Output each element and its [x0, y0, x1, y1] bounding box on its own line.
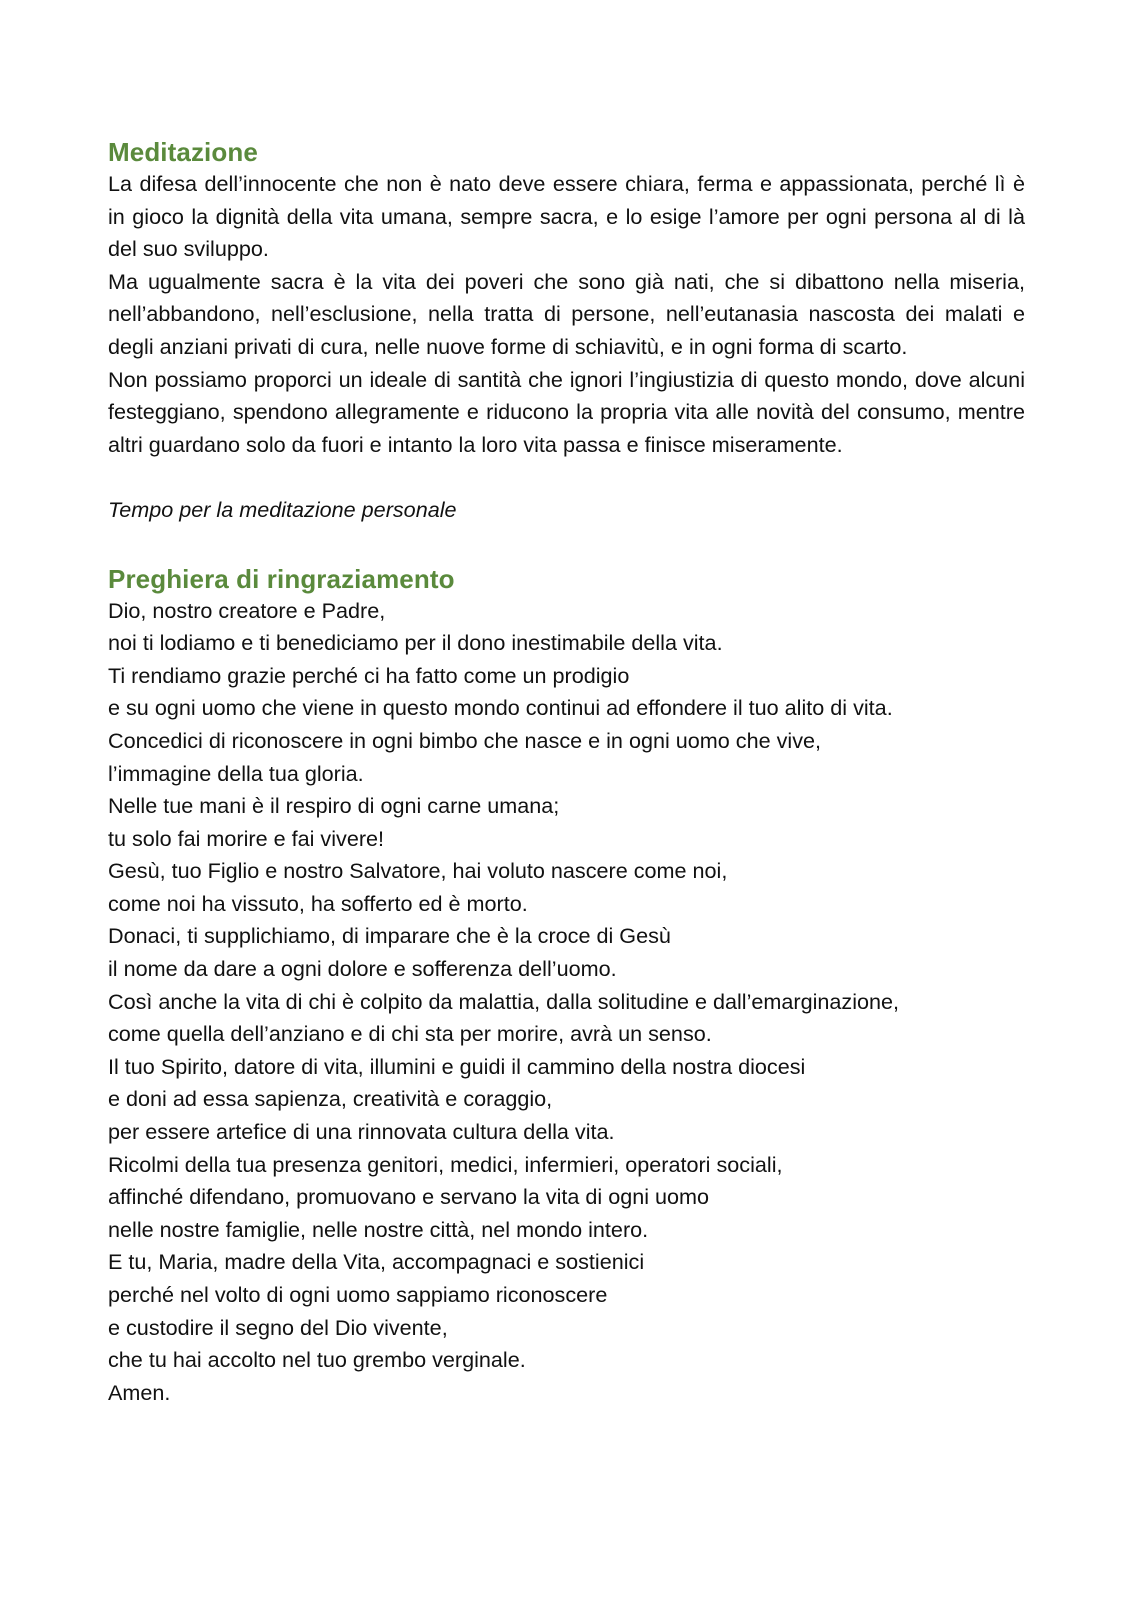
prayer-line: come quella dell’anziano e di chi sta per morire, avrà un senso.	[108, 1021, 712, 1047]
prayer-line: E tu, Maria, madre della Vita, accompagnaci e sostienici	[108, 1249, 645, 1275]
prayer-line: perché nel volto di ogni uomo sappiamo riconoscere	[108, 1282, 608, 1307]
prayer-line: nelle nostre famiglie, nelle nostre città, nel mondo intero.	[108, 1216, 649, 1242]
prayer-heading: Preghiera di ringraziamento	[108, 563, 455, 594]
prayer-line: noi ti lodiamo e ti benediciamo per il dono inestimabile della vita.	[108, 630, 723, 656]
prayer-line: il nome da dare a ogni dolore e sofferenza dell’uomo.	[108, 956, 617, 982]
prayer-line: Concedici di riconoscere in ogni bimbo che nasce e in ogni uomo che vive,	[108, 727, 821, 753]
prayer-line: Così anche la vita di chi è colpito da malattia, dalla solitudine e dall’emarginazione,	[108, 988, 900, 1014]
prayer-line: per essere artefice di una rinnovata cultura della vita.	[108, 1119, 615, 1145]
document-page	[108, 136, 1025, 1409]
meditation-paragraph-1: La difesa dell’innocente che non è nato deve essere chiara, ferma e appassionata, perché lì è in gioco la dignità della vita umana, sempre sacra, e lo esige l’amore per ogni persona al di là del suo sviluppo.	[108, 171, 1025, 262]
prayer-line: l’immagine della tua gloria.	[108, 760, 364, 786]
meditation-heading: Meditazione	[108, 137, 258, 167]
prayer-line: e custodire il segno del Dio vivente,	[108, 1314, 448, 1340]
prayer-line: Nelle tue mani è il respiro di ogni carne umana;	[108, 793, 560, 819]
prayer-line: Donaci, ti supplichiamo, di imparare che è la croce di Gesù	[108, 923, 671, 949]
prayer-line: tu solo fai morire e fai vivere!	[108, 825, 385, 851]
prayer-line: Il tuo Spirito, datore di vita, illumini e guidi il cammino della nostra diocesi	[108, 1053, 806, 1079]
meditation-body	[108, 168, 1025, 461]
prayer-body	[108, 595, 1025, 1410]
prayer-line: come noi ha vissuto, ha sofferto ed è morto.	[108, 890, 528, 916]
prayer-line: affinché difendano, promuovano e servano la vita di ogni uomo	[108, 1184, 710, 1210]
prayer-line: Ricolmi della tua presenza genitori, medici, infermieri, operatori sociali,	[108, 1151, 783, 1177]
prayer-line: Amen.	[108, 1379, 171, 1405]
prayer-line: e doni ad essa sapienza, creatività e coraggio,	[108, 1086, 553, 1112]
meditation-paragraph-3: Non possiamo proporci un ideale di santità che ignori l’ingiustizia di questo mondo, dove alcuni festeggiano, spendono allegramente e riducono la propria vita alle novità del consumo, mentre altri guardano solo da fuori e intanto la loro vita passa e finisce miseramente.	[108, 366, 1025, 457]
meditation-note: Tempo per la meditazione personale	[108, 496, 457, 522]
prayer-line: Gesù, tuo Figlio e nostro Salvatore, hai voluto nascere come noi,	[108, 858, 728, 884]
prayer-line: Dio, nostro creatore e Padre,	[108, 597, 386, 623]
prayer-line: e su ogni uomo che viene in questo mondo continui ad effondere il tuo alito di vita.	[108, 695, 893, 721]
prayer-line: Ti rendiamo grazie perché ci ha fatto come un prodigio	[108, 662, 630, 688]
meditation-paragraph-2: Ma ugualmente sacra è la vita dei poveri che sono già nati, che si dibattono nella miseria, nell’abbandono, nell’esclusione, nella tratta di persone, nell’eutanasia nascosta dei malati e degli anziani privati di cura, nelle nuove forme di schiavitù, e in ogni forma di scarto.	[108, 268, 1025, 359]
prayer-line: che tu hai accolto nel tuo grembo verginale.	[108, 1347, 526, 1373]
